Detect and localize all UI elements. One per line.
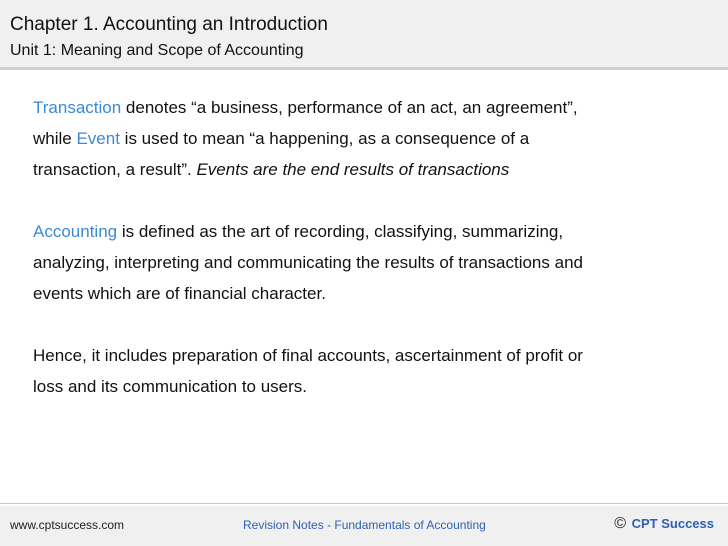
brand-name: CPT Success [631, 516, 714, 531]
text-segment: while [33, 129, 77, 148]
term-transaction: Transaction [33, 98, 122, 117]
footer-divider [0, 503, 728, 504]
footer-title: Revision Notes - Fundamentals of Accounting [243, 518, 486, 532]
slide-body [33, 92, 713, 433]
text-line: analyzing, interpreting and communicating the results of transactions and [33, 253, 583, 272]
slide-footer [0, 506, 728, 546]
paragraph-accounting-definition [33, 216, 713, 309]
unit-title: Unit 1: Meaning and Scope of Accounting [10, 42, 304, 59]
paragraph-hence [33, 340, 713, 402]
italic-emphasis: Events are the end results of transactions [196, 160, 510, 179]
text-segment: denotes “a business, performance of an act, an agreement”, [121, 98, 578, 117]
text-line [33, 216, 713, 247]
text-line: events which are of financial character. [33, 284, 326, 303]
text-segment: is defined as the art of recording, classifying, summarizing, [117, 222, 564, 241]
chapter-title: Chapter 1. Accounting an Introduction [10, 14, 328, 35]
text-line: loss and its communication to users. [33, 377, 308, 396]
footer-copyright [614, 515, 714, 533]
text-line [33, 92, 713, 123]
copyright-icon: © [614, 515, 626, 532]
term-accounting: Accounting [33, 222, 118, 241]
paragraph-transaction-event [33, 92, 713, 185]
slide-header [0, 0, 728, 70]
term-event: Event [76, 129, 120, 148]
text-line: Hence, it includes preparation of final accounts, ascertainment of profit or [33, 346, 583, 365]
text-line [33, 154, 713, 185]
text-segment: transaction, a result”. [33, 160, 197, 179]
text-segment: is used to mean “a happening, as a consequence of a [119, 129, 530, 148]
text-line [33, 123, 713, 154]
footer-website: www.cptsuccess.com [10, 518, 125, 532]
